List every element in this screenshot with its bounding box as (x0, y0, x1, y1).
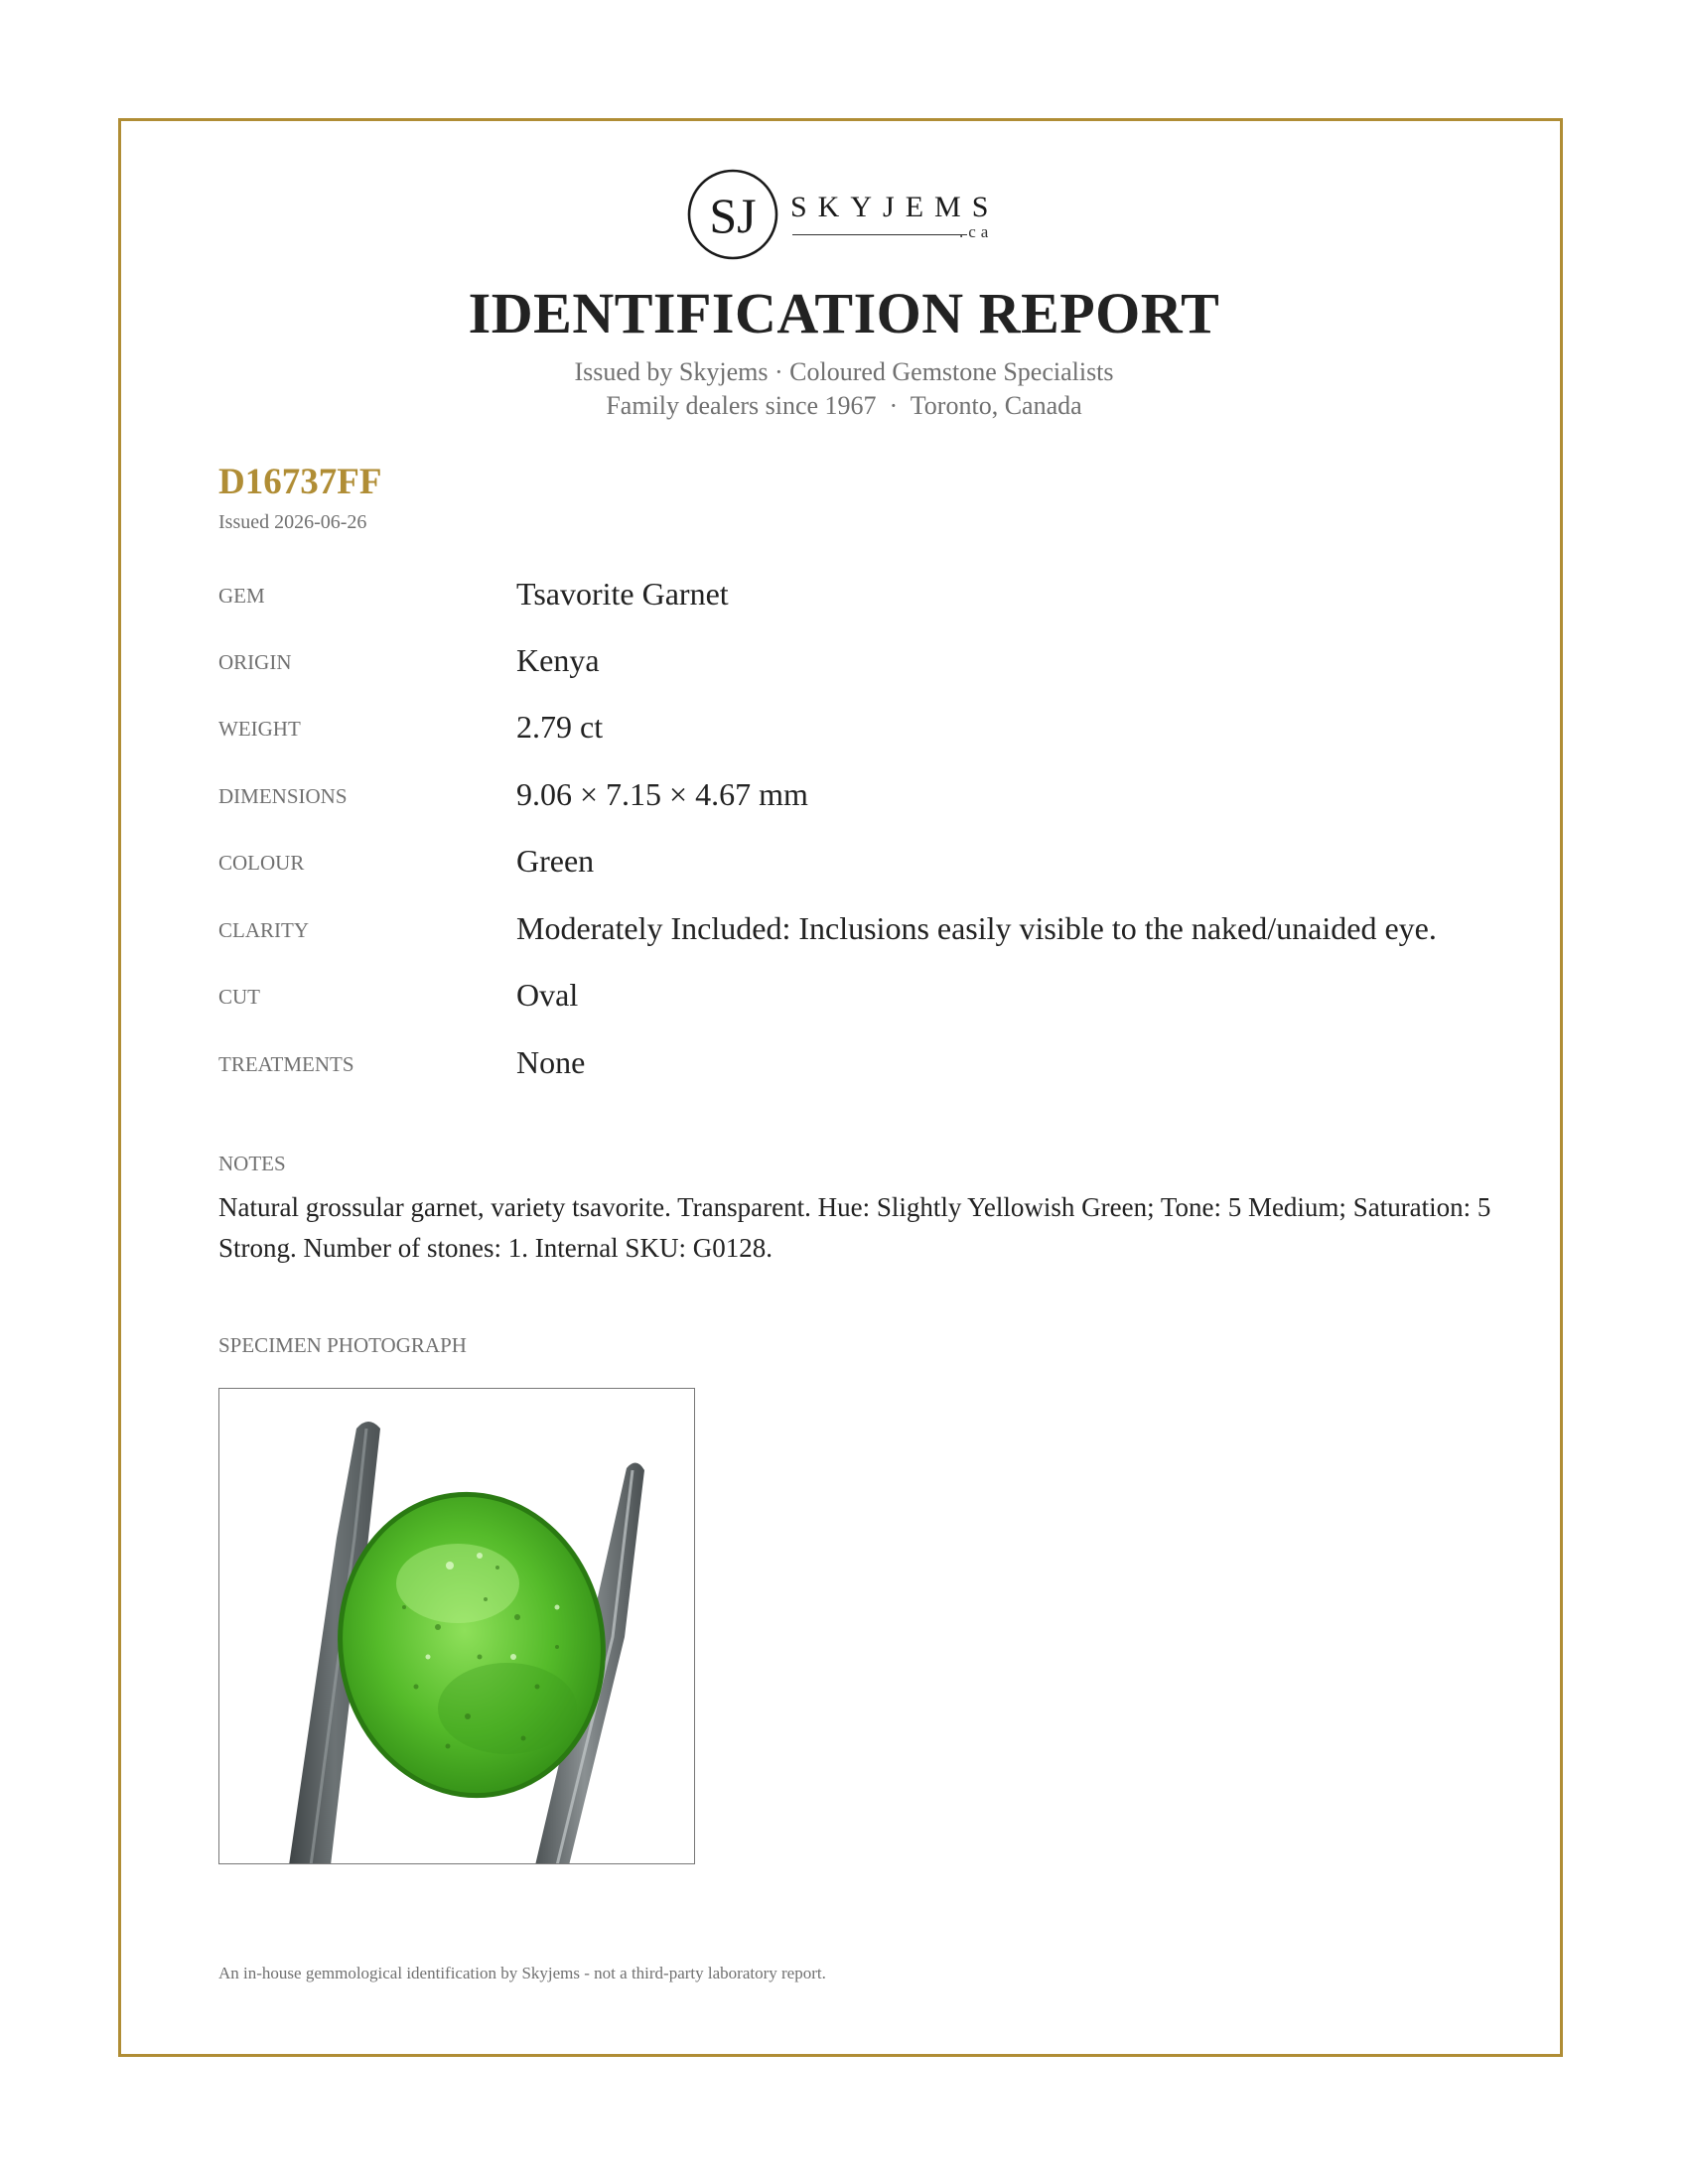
issuer-line: Issued by Skyjems · Coloured Gemstone Specialists (574, 357, 1114, 386)
brand-domain-suffix: .ca (959, 222, 994, 241)
detail-value: None (516, 1044, 586, 1080)
detail-row-gem (218, 576, 1509, 625)
detail-value: 9.06 × 7.15 × 4.67 mm (516, 776, 808, 812)
detail-value: Green (516, 843, 595, 879)
photo-label: SPECIMEN PHOTOGRAPH (218, 1333, 467, 1357)
svg-text:SJ: SJ (709, 188, 757, 243)
tsavorite-specimen-image (219, 1389, 695, 1864)
detail-label: CUT (218, 985, 260, 1009)
detail-row-cut (218, 977, 1509, 1026)
sj-monogram-icon (685, 167, 780, 262)
brand-underline (792, 234, 967, 235)
specimen-photograph (218, 1388, 695, 1864)
issue-date: Issued 2026-06-26 (218, 511, 367, 533)
detail-label: CLARITY (218, 918, 309, 942)
disclaimer-text: An in-house gemmological identification by Skyjems - not a third-party laboratory report. (218, 1964, 826, 1982)
detail-row-origin (218, 642, 1509, 692)
detail-value: 2.79 ct (516, 709, 604, 745)
detail-value: Kenya (516, 642, 600, 678)
detail-value: Tsavorite Garnet (516, 576, 729, 612)
detail-label: COLOUR (218, 851, 305, 875)
detail-row-weight (218, 709, 1509, 758)
detail-label: DIMENSIONS (218, 784, 348, 808)
detail-row-dimensions (218, 776, 1509, 826)
detail-value: Moderately Included: Inclusions easily visible to the naked/unaided eye. (516, 910, 1437, 946)
detail-value: Oval (516, 977, 579, 1013)
notes-text: Natural grossular garnet, variety tsavorite. Transparent. Hue: Slightly Yellowish Green; Tone: 5 Medium; Saturation: 5 Strong. Number of stones: 1. Internal SKU: G0128. (218, 1192, 1491, 1263)
detail-row-treatments (218, 1044, 1509, 1094)
detail-row-colour (218, 843, 1509, 892)
report-id: D16737FF (218, 462, 382, 502)
detail-label: GEM (218, 584, 265, 608)
detail-row-clarity (218, 910, 1509, 960)
location-line: Family dealers since 1967 · Toronto, Canada (606, 391, 1082, 420)
skyjems-logo (685, 167, 1003, 262)
detail-label: TREATMENTS (218, 1052, 354, 1076)
notes-label: NOTES (218, 1152, 286, 1175)
detail-label: ORIGIN (218, 650, 292, 674)
detail-label: WEIGHT (218, 717, 301, 741)
brand-name: SKYJEMS (790, 191, 1000, 223)
report-title: IDENTIFICATION REPORT (468, 281, 1220, 345)
